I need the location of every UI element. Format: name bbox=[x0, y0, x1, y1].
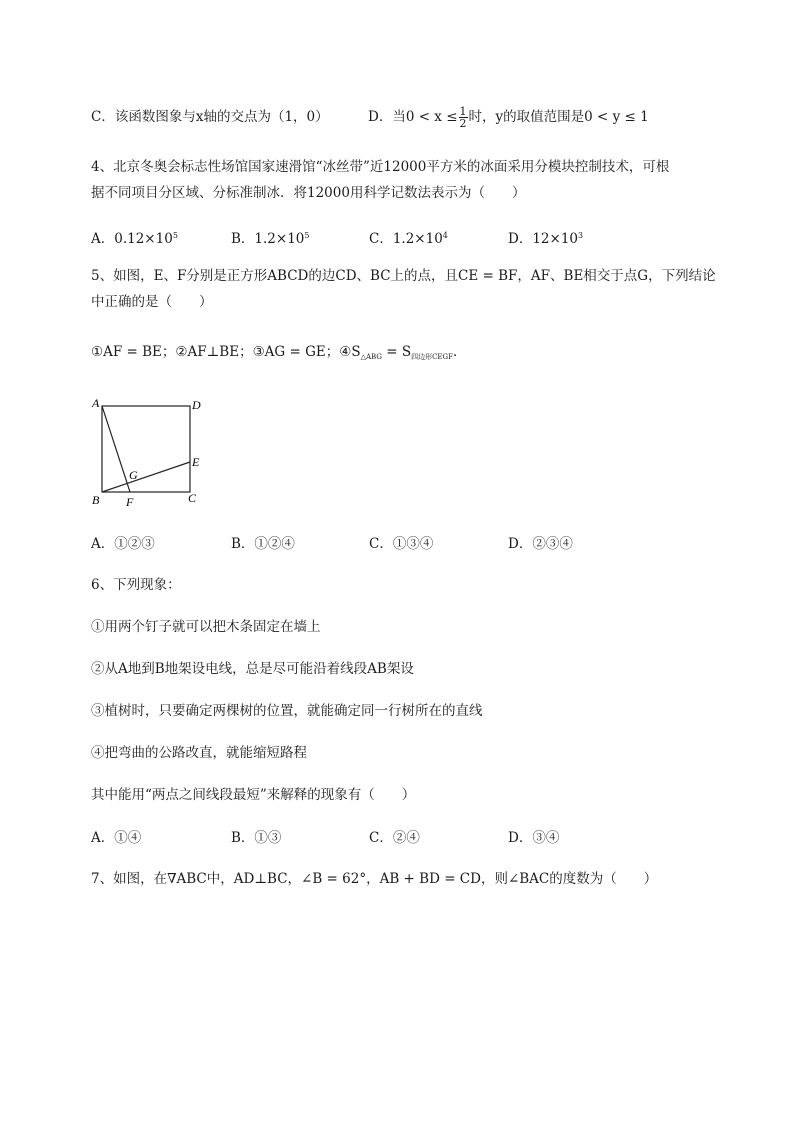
label-c: C bbox=[188, 491, 197, 505]
q6-option-c: C．②④ bbox=[369, 830, 420, 846]
q6-title: 6、下列现象： bbox=[91, 577, 181, 593]
label-b: B bbox=[92, 493, 100, 507]
q5-option-c: C．①③④ bbox=[369, 536, 434, 552]
q5-stem-line1: 5、如图，E、F分别是正方形ABCD的边CD、BC上的点，且CE = BF，AF、BE相交于点G，下列结论 bbox=[91, 268, 716, 284]
q5-option-b: B．①②④ bbox=[231, 536, 295, 552]
q4-option-d: D．$12\times 10^3$ bbox=[508, 231, 584, 247]
q4-option-c: C．$1.2\times 10^4$ bbox=[369, 231, 448, 247]
q5-option-d: D．②③④ bbox=[508, 536, 573, 552]
q6-statement-2: ②从A地到B地架设电线，总是尽可能沿着线段AB架设 bbox=[91, 661, 414, 677]
label-a: A bbox=[92, 396, 100, 410]
label-g: G bbox=[129, 468, 138, 482]
q3-option-d: D．当0 < x ≤ $\frac{1}{2}$ 时，y的取值范围是0 < y ≤ 1 bbox=[368, 105, 649, 130]
q3-option-c: C．该函数图象与x轴的交点为（1，0） bbox=[91, 109, 329, 125]
segment-be bbox=[102, 462, 190, 492]
label-f: F bbox=[126, 495, 134, 509]
label-d: D bbox=[192, 398, 201, 412]
segment-af bbox=[102, 406, 130, 492]
q4-stem-line2: 据不同项目分区域、分标准制冰．将12000用科学记数法表示为（ ） bbox=[91, 185, 526, 201]
q4-stem-line1: 4、北京冬奥会标志性场馆国家速滑馆“冰丝带”近12000平方米的冰面采用分模块控制技术，可根 bbox=[91, 159, 670, 175]
square-abcd bbox=[102, 406, 190, 492]
label-e: E bbox=[192, 455, 200, 469]
q6-question: 其中能用“两点之间线段最短”来解释的现象有（ ） bbox=[91, 787, 416, 803]
fraction-one-half: $\frac{1}{2}$ bbox=[459, 105, 467, 130]
q6-statement-3: ③植树时，只要确定两棵树的位置，就能确定同一行树所在的直线 bbox=[91, 703, 483, 719]
q5-statements: ①AF = BE；②AF⊥BE；③AG = GE；$④S_{\triangle ABG} = S_{四边形CEGF}$． bbox=[91, 344, 467, 361]
q7-stem-line1: 7、如图，在∇ABC中，AD⊥BC，∠B = 62°，AB + BD = CD，则∠BAC的度数为（ ） bbox=[91, 871, 658, 887]
q5-option-a: A．①②③ bbox=[91, 536, 155, 552]
square-figure bbox=[86, 392, 216, 510]
q4-option-b: B．$1.2\times 10^5$ bbox=[231, 231, 310, 247]
q6-option-b: B．①③ bbox=[231, 830, 282, 846]
q5-stem-line2: 中正确的是（ ） bbox=[91, 294, 213, 310]
q6-option-a: A．①④ bbox=[91, 830, 142, 846]
q6-option-d: D．③④ bbox=[508, 830, 560, 846]
q4-option-a: A．$0.12\times 10^5$ bbox=[91, 231, 178, 247]
q6-statement-4: ④把弯曲的公路改直，就能缩短路程 bbox=[91, 745, 307, 761]
q6-statement-1: ①用两个钉子就可以把木条固定在墙上 bbox=[91, 619, 321, 635]
